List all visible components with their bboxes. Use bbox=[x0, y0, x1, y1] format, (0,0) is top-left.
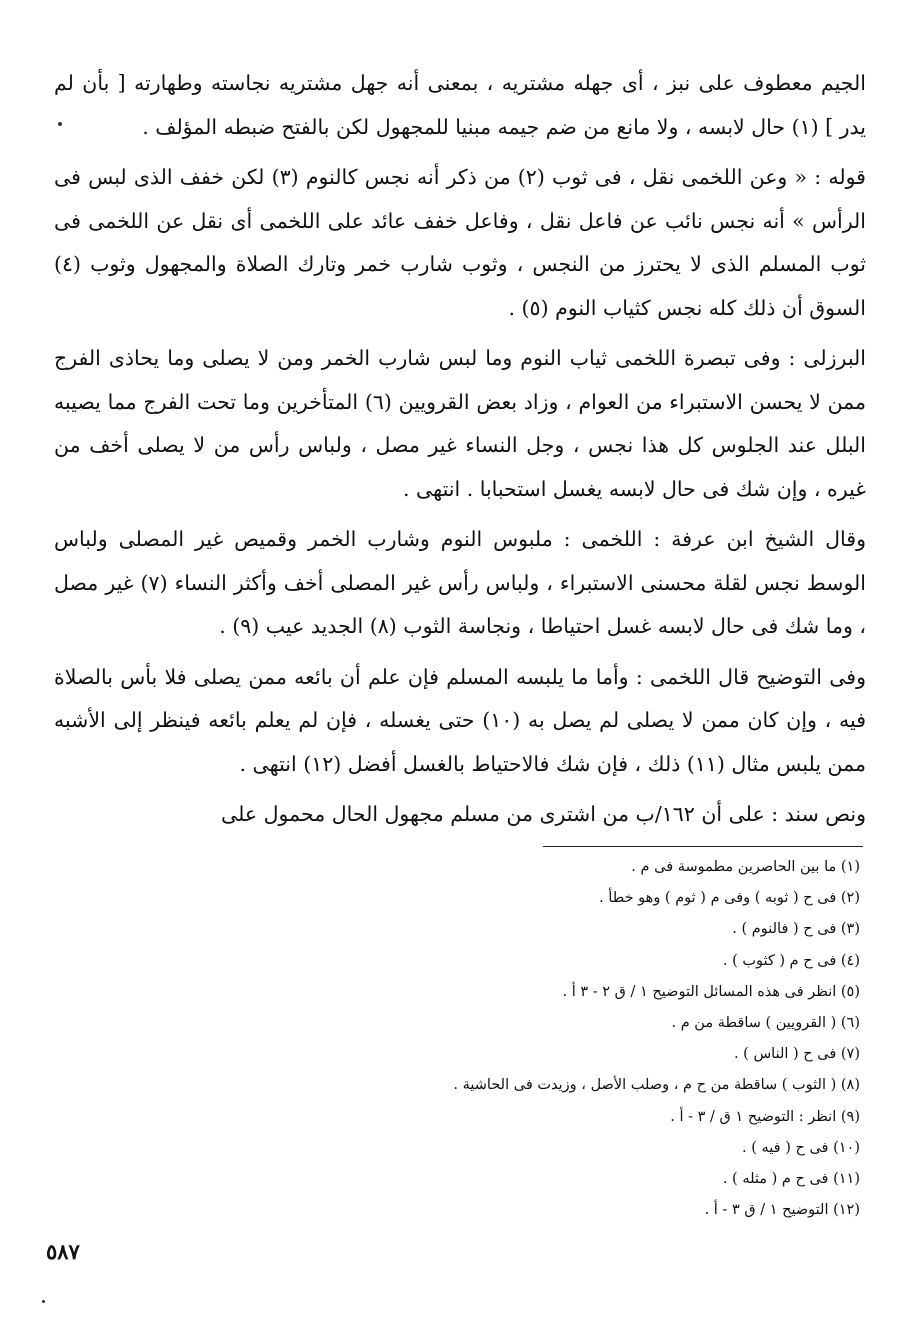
text-line: يدر ] (١) حال لابسه ، ولا مانع من ضم جيمه مبنيا للمجهول لكن بالفتح ضبطه المؤلف . bbox=[142, 114, 866, 139]
text-line: وقال الشيخ ابن عرفة : اللخمى : ملبوس النوم وشارب الخمر وقميص غير المصلى ولباس bbox=[54, 527, 866, 551]
main-text bbox=[54, 62, 866, 844]
text-line: بالصلاة فيه ، وإن كان ممن لا يصلى لم يصل به (١٠) حتى يغسله ، فإن لم يعلم بائعه فينظر إلى bbox=[54, 664, 867, 732]
paragraph-5 bbox=[54, 656, 866, 787]
page-number: ٥٨٧ bbox=[46, 1239, 80, 1264]
text-line: ونص سند : على أن ١٦٢/ب من اشترى من مسلم مجهول الحال محمول على bbox=[221, 802, 866, 826]
footnote-3: (٣) فى ح ( فالنوم ) . bbox=[732, 921, 860, 938]
footnote-2: (٢) فى ح ( ثوبه ) وفى م ( ثوم ) وهو خطأ . bbox=[599, 890, 860, 907]
text-line: الوسط نجس لقلة محسنى الاستبراء ، ولباس رأس غير المصلى أخف وأكثر النساء (٧) غير bbox=[105, 570, 866, 595]
paragraph-3 bbox=[54, 337, 866, 511]
text-line: وفى التوضيح قال اللخمى : وأما ما يلبسه المسلم فإن علم أن بائعه ممن يصلى فلا بأس bbox=[120, 664, 866, 689]
text-line: والمجهول وثوب (٤) السوق أن ذلك كله نجس كثياب النوم (٥) . bbox=[54, 252, 866, 320]
text-line: يحاذى الفرج ممن لا يحسن الاستبراء من العوام ، وزاد بعض القرويين (٦) المتأخرين وما تحت bbox=[54, 346, 867, 414]
paragraph-2 bbox=[54, 156, 866, 330]
footnote-8: (٨) ( الثوب ) ساقطة من ح م ، وصلب الأصل ، وزيدت فى الحاشية . bbox=[453, 1077, 860, 1094]
scan-speck bbox=[42, 1300, 45, 1303]
footnote-7: (٧) فى ح ( الناس ) . bbox=[733, 1046, 860, 1063]
footnote-4: (٤) فى ح م ( كثوب ) . bbox=[722, 952, 860, 969]
footnote-separator bbox=[543, 846, 863, 847]
text-line: البرزلى : وفى تبصرة اللخمى ثياب النوم وما لبس شارب الخمر ومن لا يصلى وما bbox=[167, 346, 866, 370]
footnote-6: (٦) ( القرويين ) ساقطة من م . bbox=[671, 1015, 860, 1032]
paragraph-6 bbox=[54, 793, 866, 837]
paragraph-4 bbox=[54, 518, 866, 649]
text-line: لا يصلى أخف من غيره ، وإن شك فى حال لابسه يغسل استحبابا . انتهى . bbox=[54, 433, 866, 501]
footnote-5: (٥) انظر فى هذه المسائل التوضيح ١ / ق ٢ - ٣ أ . bbox=[562, 983, 860, 1000]
text-line: قوله : « وعن اللخمى نقل ، فى ثوب (٢) من ذكر أنه نجس كالنوم (٣) لكن خفف bbox=[179, 165, 866, 189]
footnote-11: (١١) فى ح م ( مثله ) . bbox=[722, 1171, 860, 1188]
text-line: مصل ، وما شك فى حال لابسه غسل احتياطا ، ونجاسة الثوب (٨) الجديد عيب (٩) . bbox=[54, 570, 866, 638]
footnote-9: (٩) انظر : التوضيح ١ ق / ٣ - أ . bbox=[670, 1108, 860, 1125]
text-line: الأشبه ممن يلبس مثال (١١) ذلك ، فإن شك فالاحتياط بالغسل أفضل (١٢) انتهى . bbox=[54, 708, 866, 776]
text-line: الذى لبس فى الرأس » أنه نجس نائب عن فاعل نقل ، وفاعل خفف عائد على اللخمى أى bbox=[54, 165, 866, 233]
footnotes bbox=[60, 852, 860, 1226]
paragraph-1 bbox=[54, 62, 866, 149]
footnote-12: (١٢) التوضيح ١ / ق ٣ - أ . bbox=[704, 1202, 860, 1219]
footnote-1: (١) ما بين الحاصرين مطموسة فى م . bbox=[631, 859, 860, 875]
text-line: الفرج مما يصيبه البلل عند الجلوس كل هذا نجس ، وجل النساء غير مصل ، ولباس رأس من bbox=[54, 389, 866, 457]
scan-speck bbox=[58, 122, 62, 126]
footnote-10: (١٠) فى ح ( فيه ) . bbox=[742, 1139, 860, 1156]
text-line: الجيم معطوف على نبز ، أى جهله مشتريه ، بمعنى أنه جهل مشتريه نجاسته وطهارته [ بأن لم bbox=[54, 71, 866, 95]
text-line: نقل عن اللخمى فى ثوب المسلم الذى لا يحترز من النجس ، وثوب شارب خمر وتارك الصلاة bbox=[54, 208, 866, 276]
